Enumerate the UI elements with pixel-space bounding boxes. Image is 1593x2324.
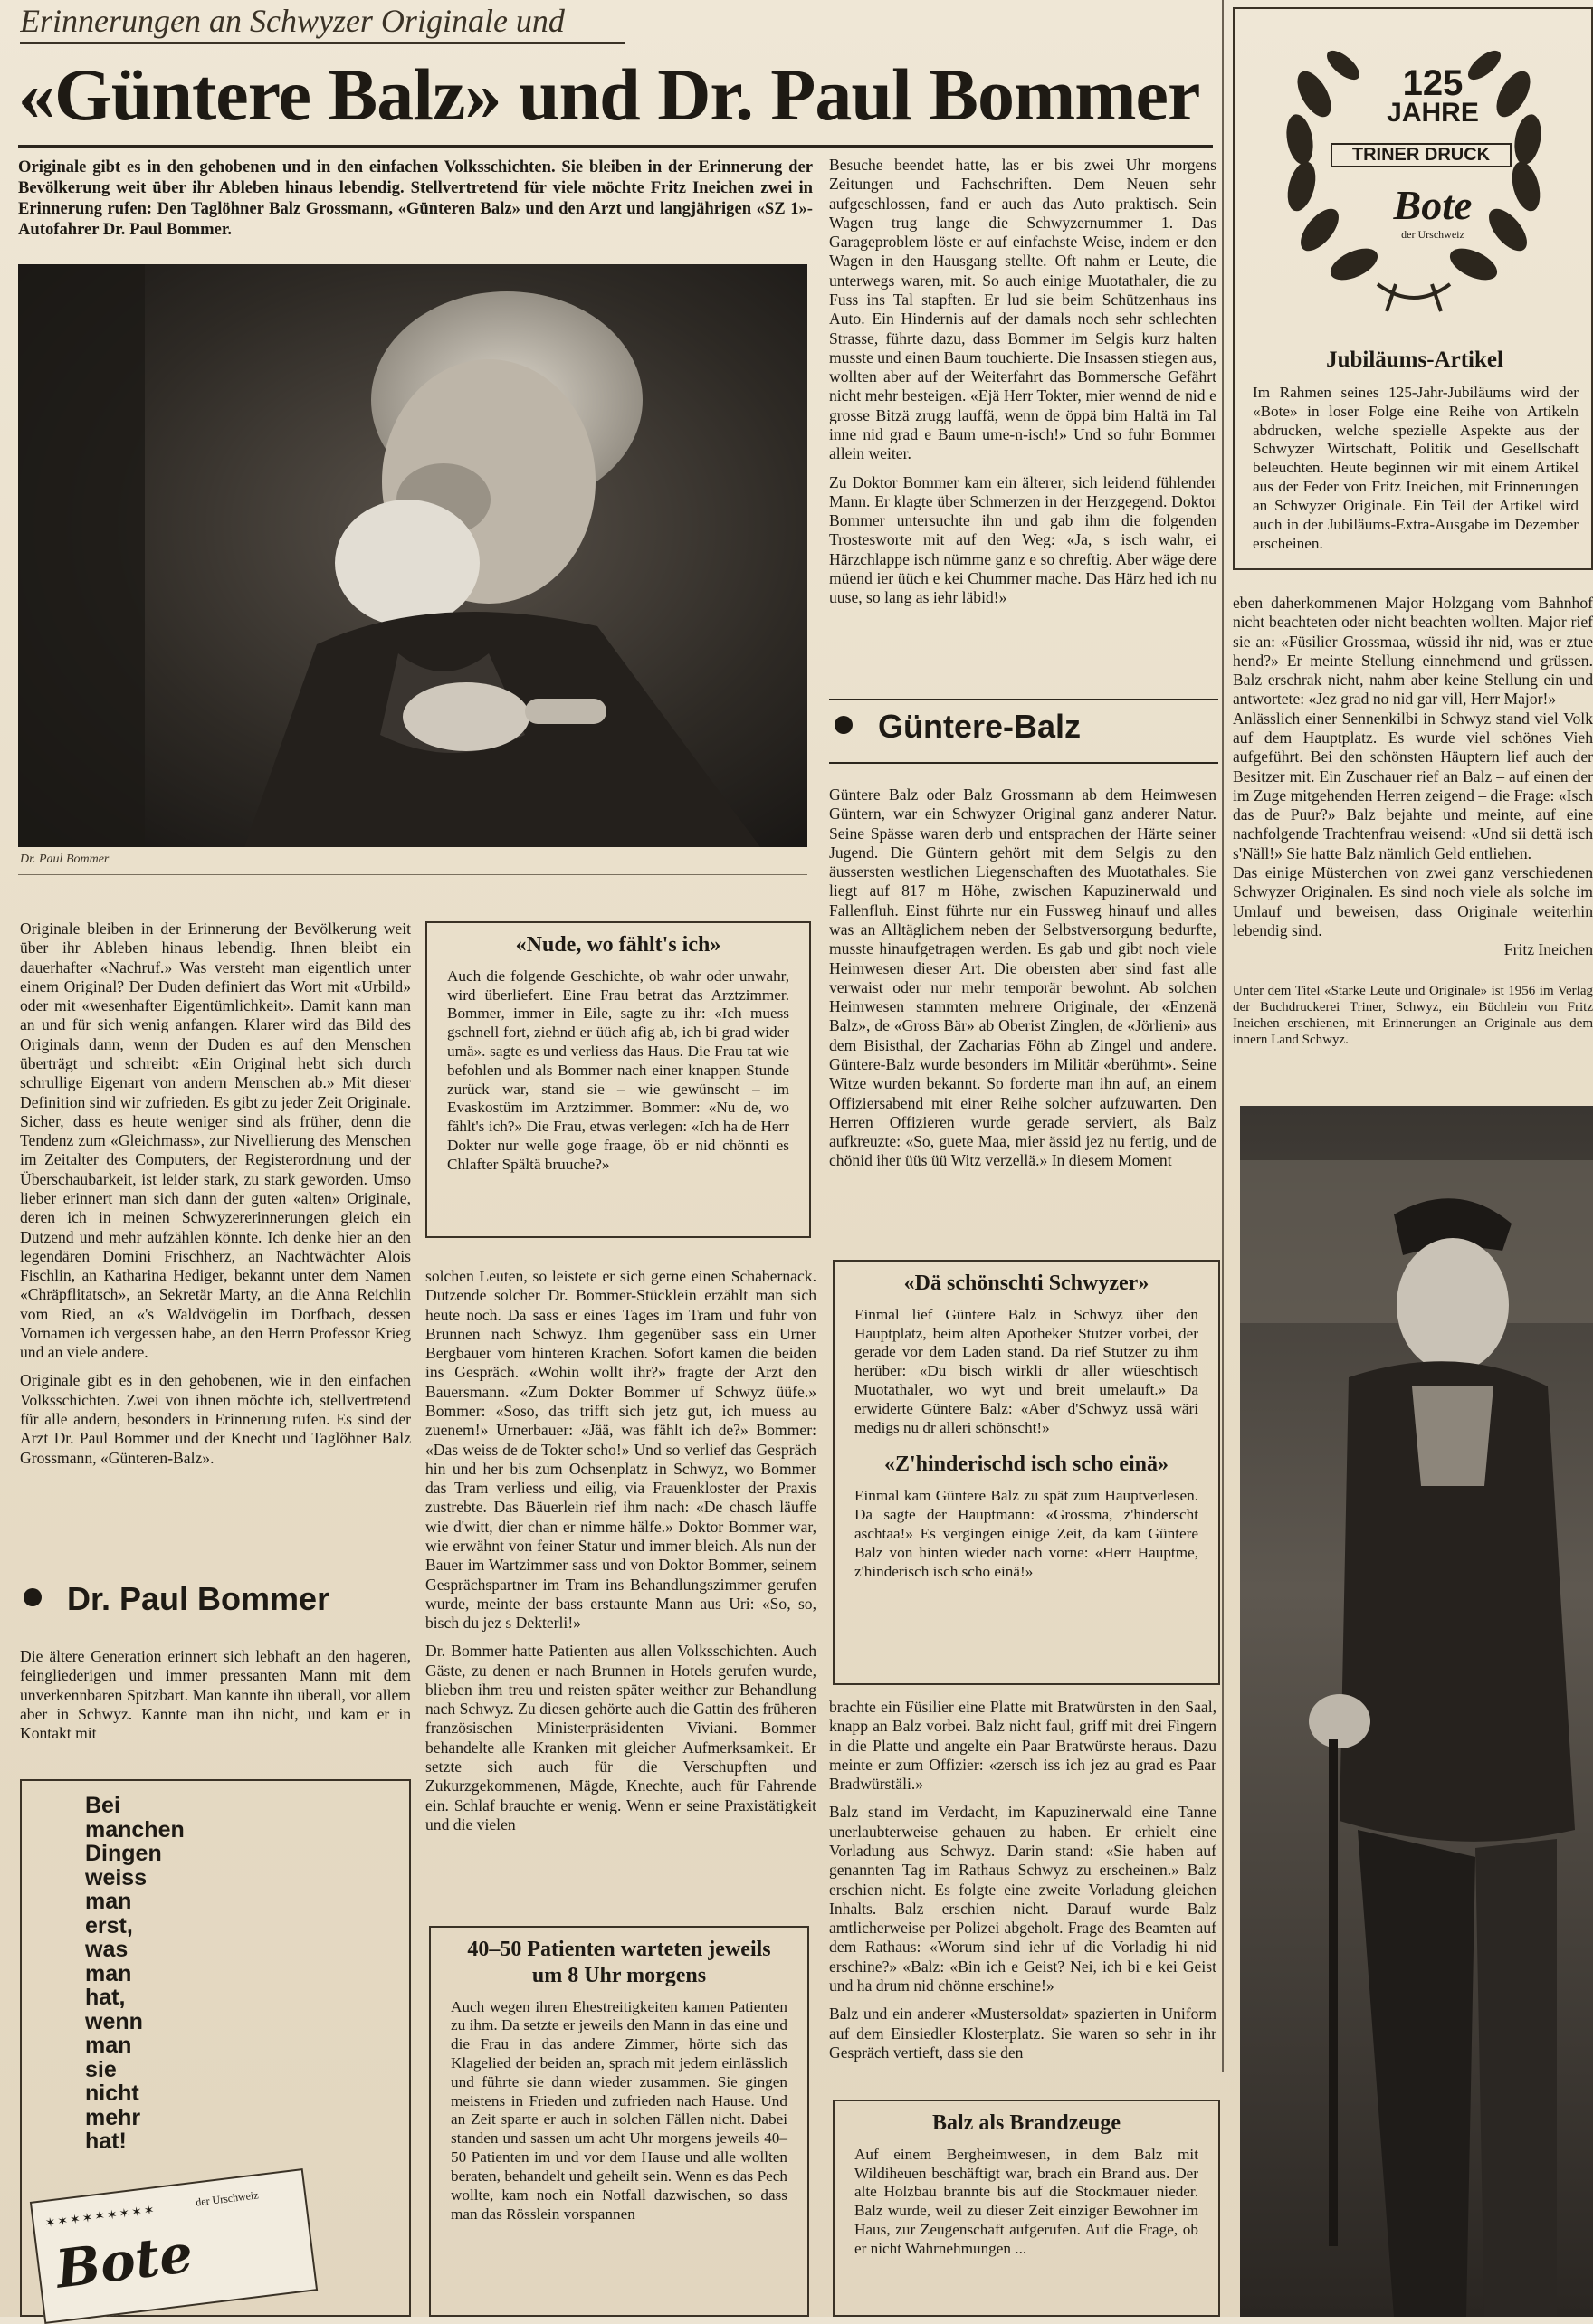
badge-word: JAHRE — [1387, 98, 1479, 128]
ad-newspaper-logo — [30, 2168, 318, 2324]
box-schwyzer — [833, 1260, 1220, 1685]
jubilee-box — [1233, 7, 1593, 570]
badge-logo: Bote — [1393, 182, 1473, 228]
jubilee-text: Im Rahmen seines 125-Jahr-Jubiläums wird der «Bote» in loser Folge eine Reihe von Artikeln abdrucken, welche spezielle Aspekte aus der Schwyzer Wirtschaft, Politik und Gesellschaft beleuchten. Heute beginnen wir mit einem Artikel aus der Feder von Fritz Ineichen, mit Erinnerungen an Schwyzer Originale. Ein Teil der Artikel wird auch in der Jubiläums-Extra-Ausgabe im Dezember erscheinen. — [1253, 384, 1579, 552]
col2-paragraph: solchen Leuten, so leistete er sich gerne einen Schabernack. Dutzende solcher Dr. Bommer-Stücklein erzählt man sich heute noch. Da sass er eines Tages im Tram und fuhr von Brunnen nach Schwyz. Ihm gegenüber sass ein Urner Bergbauer vom hinteren Krachen. Sofort kamen die beiden ins Gespräch. «Wohin wollt ihr?» fragte der Arzt den Bauersmann. «Zum Dokter Bommer uf Schwyz üüfe.» Bommer: «Soso, das trifft sich jetz gut, ich muess au zuenem!» Urnerbauer: «Jää, was fählt ich de?» Bommer: «Das weiss de de Tokter scho!» Und so verlief das Gespräch hin und her bis zum Ochsenplatz in Schwyz, wo Bommer das Tram verliess und eilig, via Frauenkloster der Praxis zustrebte. Das Bäuerlein rief ihm nach: «De chasch läuffe wie d'witt, dier chan er nimme hälfe.» Doktor Bommer war, wie erwähnt von feiner Statur und immer bleich. Als nun der Bauer im Wartzimmer sass und von Doktor Bommer, seinem Gesprächspartner im Tram ins Behandlungszimmer gerufen wurde, meinte der bass erstaunte Mann aus Uri: «So, so, bisch du jez s Dekterli!» — [425, 1267, 816, 1633]
col3b-paragraph-3: Balz und ein anderer «Mustersoldat» spazierten in Uniform auf dem Einsiedler Klosterplatz. Sie waren so sehr in ihr Gespräch vertieft, dass sie den — [829, 2005, 1216, 2062]
photo-guentere-balz — [1240, 1106, 1593, 2317]
headline-rule — [18, 145, 1213, 148]
badge-years: 125 — [1402, 63, 1464, 103]
ad-line: mehr — [85, 2104, 141, 2130]
col3-paragraph-2: Zu Doktor Bommer kam ein älterer, sich leidend fühlender Mann. Er klagte über Schmerzen in der Herzgegend. Doktor Bommer untersuchte ihn und gab ihm die folgenden Trostesworte mit auf den Weg: «Ja, s isch wahr, ei Härzchlappe isch nümme ganz e so chreftig. Aber wäge dere müend ier üüch e kei Chummer mache. Das Härz hed ich nu uuse, so lang as iehr läbid!» — [829, 472, 1216, 607]
box-schwyzer-title: «Dä schönschti Schwyzer» — [903, 1272, 1149, 1295]
photo-caption: Dr. Paul Bommer — [20, 852, 110, 866]
col4-paragraph-2: Anlässlich einer Sennenkilbi in Schwyz stand viel Volk auf dem Hauptplatz. Es wurde viel schönes Vieh aufgeführt. Bei den schönsten Häuptern lief auch der Besitzer mit. Ein Zuschauer rief an Balz – auf einen der im Zuge mitgehenden Herren zeigend – die Frage: «Isch das de Puur?» Balz bejahte und meinte, auf eine nachfolgende Trachtenfrau weisend: «Und sii dettä isch s'Näll!» Sie hatte Balz nämlich Geld entliehen. — [1233, 709, 1593, 862]
jubilee-title: Jubiläums-Artikel — [1326, 348, 1503, 372]
col3b-paragraph-2: Balz stand im Verdacht, im Kapuzinerwald eine Tanne unerlaubterweise gehauen zu haben. Er erhielt eine Vorladung aus Schwyz. Darin stand: «Sie haben auf genannten Tag im Rathaus Schwyz zu erscheinen.» Balz erschien nicht. Es folgte eine zweite Vorladung gleichen Inhalts. Balz erschien nicht. Darauf wurde Balz amtlicherweise per Polizei abgeholt. Frage des Beamten auf dem Rathaus: «Worum sind iehr uf die Vorladig hi nid erschine?» «Balz: «Bin ich e Geist? Nei, ich bi e kei Geist und ha drum nid chönne erschine!» — [829, 1803, 1216, 1995]
col1-section-text: Die ältere Generation erinnert sich lebhaft an den hageren, feingliederigen und immer pressanten Mann mit dem unverkennbaren Spitzbart. Man kannte ihn überall, vor allem aber in Schwyz. Kannte man ihn nicht, und kam er in Kontakt mit — [20, 1647, 411, 1743]
ad-line: nicht — [85, 2081, 139, 2106]
ad-line: manchen — [85, 1816, 185, 1843]
column-1-section — [20, 1647, 411, 1752]
badge-banner: TRINER DRUCK — [1331, 143, 1512, 167]
column-3-section — [829, 786, 1216, 1180]
box-nude-title: «Nude, wo fählt's ich» — [515, 933, 721, 957]
headline: «Güntere Balz» und Dr. Paul Bommer — [18, 53, 1200, 136]
col1-paragraph-2: Originale gibt es in den gehobenen, wie in den einfachen Volksschichten. Zwei von ihnen möchte ich, stellvertretend für alle andern, besonders in Erinnerung rufen. Es sind der Arzt Dr. Paul Bommer und der Knecht und Taglöhner Balz Grossmann, «Günteren-Balz». — [20, 1371, 411, 1467]
box-schwyzer-text: Einmal lief Güntere Balz in Schwyz über den Hauptplatz, beim alten Apotheker Stutzer vorbei, der gerade vor dem Laden stand. Da rief Stutzer zu ihm herüber: «Du bisch wirkli dr aller wüeschtisch Muotathaler, wo wyt und breit umelauft.» Da erwiderte Güntere Balz: «Aber d'Schwyz ussä wäri medigs nu dr alleri schönscht!» — [854, 1305, 1198, 1436]
box-brandzeuge — [833, 2100, 1220, 2317]
box-nude-text: Auch die folgende Geschichte, ob wahr oder unwahr, wird überliefert. Eine Frau betrat das Arztzimmer. Bommer, immer in Eile, sagte zu ihr: «Ich muess gschnell fort, ziehnd er üüch afig ab, ich bi grad wider umä». sagte es und verliess das Haus. Die Frau tat wie befohlen und als Bommer nach einer knappen Stunde zurück war, stand sie – wie gewünscht – im Evaskostüm im Arztzimmer. Bommer: «Nu de, wo fählt's ich?» Die Frau, etwas verlegen: «Ich ha de Herr Dokter nur welle goge fraage, öb er nid chönnti es Chlafter Spältä bruuche?» — [447, 967, 789, 1173]
section-title: Dr. Paul Bommer — [67, 1580, 330, 1617]
ad-logo-text: Bote — [52, 2222, 196, 2300]
box-brand-title: Balz als Brandzeuge — [932, 2111, 1121, 2135]
column-rule-right — [1222, 0, 1224, 2072]
kicker-line: Erinnerungen an Schwyzer Originale und — [20, 2, 625, 44]
col1-paragraph: Originale bleiben in der Erinnerung der Bevölkerung weit über ihr Ableben hinaus lebendig. Ihnen bleibt ein dauerhafter «Nachruf.» Was versteht man eigentlich unter einem Original? Der Duden definiert das Wort mit «Urbild» oder mit «wesenhafter Eigentümlichkeit». Damit kann man an und für sich wenig anfangen. Klarer wird das Bild des Originals dann, wenn der Duden es auf den Menschen überträgt und schreibt: «Ein Original hebt sich durch schrullige Eigenart von andern Menschen ab.» Mit dieser Definition sind wir zufrieden. Es gibt zu jeder Zeit Originale. Sicher, dass es heute weniger sind als früher, denn die Tendenz zum «Gleichmass», zur Nivellierung des Menschen im Zeitalter des Computers, der Registerordnung und der Überschaubarkeit, ist leider stark, zu stark geworden. Umso lieber erinnert man sich dann der guten «alten» Originale, deren ich in meinen Schwyzererinnerungen gleich ein Dutzend und mehr aufzählen könnte. Ich denke hier an den legendären Domini Frischherz, an Nachtwächter Alois Fischlin, an Katharina Hediger, bekannt unter dem Namen «Chräpflitatsch», an Sekretär Marty, an die Anna Reichlin vom Ried, an «'s Waldvögelin im Dorfbach, dessen Vornamen ich vergessen habe, an den Herrn Professor Krieg und an viele andere. — [20, 919, 411, 1362]
box-brand-text: Auf einem Bergheimwesen, in dem Balz mit Wildiheuen beschäftigt war, brach ein Brand aus. Der alte Holzbau brannte bis auf die Stockmauer nieder. Balz wurde, weil zu dieser Zeit einziger Bewohner im Haus, zur Zeugenschaft aufgerufen. Auf die Frage, ob er nicht Wahrnehmungen ... — [854, 2145, 1198, 2257]
book-note-text: Unter dem Titel «Starke Leute und Originale» ist 1956 im Verlag der Buchdruckerei Triner, Schwyz, ein Büchlein von Fritz Ineichen erschienen, mit Erinnerungen an Originale aus dem innern Land Schwyz. — [1233, 984, 1593, 1047]
ad-line: man — [85, 2033, 132, 2058]
ad-logo-stars: ✶✶✶✶✶✶✶✶✶ — [44, 2204, 157, 2232]
col4-paragraph-3: Das einige Müsterchen von zwei ganz verschiedenen Schwyzer Originalen. Es sind noch viele als solche im Umlauf und beweisen, dass Originale weiterhin lebendig sind. — [1233, 862, 1593, 939]
section-head-bommer — [24, 1580, 329, 1618]
lead-paragraph: Originale gibt es in den gehobenen und in den einfachen Volksschichten. Sie bleiben in der Erinnerung der Bevölkerung weit über ihr Ableben hinaus lebendig. Stellvertretend für viele möchte Fritz Ineichen zwei in Erinnerung rufen: Den Taglöhner Balz Grossmann, «Günteren Balz» und den Arzt und langjährigen «SZ 1»-Autofahrer Dr. Paul Bommer. — [18, 157, 813, 239]
caption-rule — [18, 874, 807, 875]
column-3-continued — [829, 1698, 1216, 2072]
ad-line: hat, — [85, 1985, 126, 2010]
ad-line: sie — [85, 2056, 117, 2082]
column-1 — [20, 919, 411, 1477]
ad-line: was — [85, 1937, 129, 1962]
col2-paragraph-2: Dr. Bommer hatte Patienten aus allen Volksschichten. Auch Gäste, zu denen er nach Brunnen in Hotels gerufen wurde, blieben ihm treu und reisten später weither zur Behandlung nach Schwyz. Zu diesen gehörte auch die Gattin des früheren französischen Ministerpräsidenten Viviani. Bommer behandelte alle Kranken mit gleicher Aufmerksamkeit. Er setzte sich auch für die Verschupften und Zukurzgekommenen, Mägde, Knechte, auch für Fahrende ein. Schlaf brauchte er wenig. Wenn er seine Praxistätigkeit und die vielen — [425, 1642, 816, 1833]
col3b-paragraph: brachte ein Füsilier eine Platte mit Bratwürsten in den Saal, knapp an Balz vorbei. Balz nicht faul, griff mit drei Fingern in die Platte und angelte ein Paar Bratwürste heraus. Dazu meinte er zum Offizier: «zersch iss ich jez au grad es Paar Bradwürstäli.» — [829, 1698, 1216, 1794]
ad-line: man — [85, 1960, 132, 1986]
box-patienten — [429, 1926, 809, 2317]
section-title: Güntere-Balz — [878, 708, 1082, 745]
ad-line: hat! — [85, 2129, 127, 2154]
column-2 — [425, 1267, 816, 1843]
box-patienten-text: Auch wegen ihren Ehestreitigkeiten kamen Patienten zu ihm. Da setzte er jeweils den Mann in das eine und die Frau in das andere Zimmer, hörte sich das Klagelied der beiden an, sprach mit jedem einlässlich und führte sie dann wieder zusammen. Sie gingen meistens in Frieden und zufrieden nach Hause. Und an Zeit sparte er auch in solchen Fällen nicht. Dabei standen und sassen um acht Uhr morgens jeweils 40–50 Patienten im und vor dem Hause und alle wollten beraten, behandelt und geheilt sein. Wenn es das Pech wollte, kam noch ein Notfall dazwischen, so dass man das Rösslein vorspannen — [451, 1997, 787, 2223]
box-schwyzer-title-2: «Z'hinderischd isch scho einä» — [883, 1452, 1169, 1477]
ad-line: Bei — [85, 1793, 120, 1818]
col4-paragraph: eben daherkommenen Major Holzgang vom Bahnhof nicht beachteten oder nicht beachten wollten. Major rief sie an: «Füsilier Grossmaa, wüssid ihr nid, was er ztue hend?» Er meinte Stellung einnehmend und grüssen. Balz erschrak nicht, nahm aber keine Stellung ein und antwortete: «Jez grad no nid gar vill, Herr Major!» — [1233, 594, 1593, 709]
ad-line: wenn — [85, 2008, 143, 2034]
col3-section-text: Güntere Balz oder Balz Grossmann ab dem Heimwesen Güntern, war ein Schwyzer Original ganz anderer Natur. Seine Spässe waren derb und entsprachen der Härte seiner Jugend. Die Güntern gehört mit dem Selgis zu den äussersten westlichen Liegenschaften des Muotathales. Sie liegt auf 817 m Höhe, zwischen Kapuzinerwald und Fallenfluh. Einst führte nur ein Fussweg hinauf und alles was an Alltäglichem neben der Selbstversorgung bedurfte, musste hinaufgetragen werden. Es gab und gibt noch viele Heimwesen dieser Art. Die obersten aber sind fast alle verwaist oder nur mehr temporär bewohnt. Ab solchen Heimwesen stammten mehrere Originale, der «Enzenä Balz», de «Gross Bär» ab Oberist Zinglen, de «Jörlieni» aus dem Bisisthal, der Zacharias Föhn ab Zingel und andere. Güntere-Balz wurde besonders im Militär «berühmt». Seine Witze wurden bekannt. So forderte man ihn auf, an einem Offiziersabend mit einer Reihe solcher aufzuwarten. Den Herren Offizieren wurde gerade serviert, als Balz aufkreuzte: «So, guete Maa, mier ässid jez nu fertig, und de chönid iher üüs üü Witz verzellä.» In diesem Moment — [829, 786, 1216, 1170]
ad-line: weiss — [85, 1864, 148, 1891]
ad-line: man — [85, 1889, 132, 1914]
photo-dr-paul-bommer — [18, 264, 807, 847]
box-schwyzer-text-2: Einmal kam Güntere Balz zu spät zum Hauptverlesen. Da sagte der Hauptmann: «Grossma, z'hinderscht aschtaa!» Es vergingen einige Zeit, da kam Güntere Balz von hinten wieder nach vorne: «Herr Hauptme, z'hinderisch isch scho einä!» — [854, 1487, 1198, 1580]
column-4 — [1233, 594, 1593, 959]
author-signature: Fritz Ineichen — [1503, 940, 1593, 959]
book-note — [1233, 983, 1593, 1057]
ad-logo-sub: der Urschweiz — [195, 2188, 260, 2209]
column-3 — [829, 156, 1216, 616]
ad-slogan — [85, 1794, 185, 2154]
section-rule-2 — [829, 762, 1218, 764]
ad-line: Dingen — [85, 1841, 162, 1866]
bullet-dot-icon — [24, 1588, 42, 1606]
section-rule — [829, 699, 1218, 700]
bullet-dot-icon — [835, 716, 853, 734]
col3-paragraph: Besuche beendet hatte, las er bis zwei Uhr morgens Zeitungen und Fachschriften. Dem Neuen sehr aufgeschlossen, fand er auch das Auto praktisch. Sein Wagen trug lange die Schwyzernummer 1. Das Garageproblem löste er auf einfachste Weise, indem er den Wagen in den Hausgang stellte. Oft nahm er Leute, die unterwegs waren, mit. So auch einige Muotathaler, die zu Fuss ins Tal stapften. Er lud sie beim Schützenhaus ins Auto. Ein Hindernis auf der damals noch sehr schlechten Strasse, führte dazu, dass Bommer im Selgis kurz halten musste und einen Baum touchierte. Die Insassen stiegen aus, wollten aber auf der Weiterfahrt das Bommersche Gefährt nicht mehr besteigen. «Ejä Herr Tokter, mier wennd de nid e grosse Bitzä zrugg lauffä, wenn de öppä bim Haltä im Tal inne nid grad e Baum ume-n-isch!» Und so fuhr Bommer allein weiter. — [829, 156, 1217, 463]
ad-box — [20, 1779, 411, 2317]
box-nude — [425, 921, 811, 1238]
badge-logo-sub: der Urschweiz — [1401, 228, 1464, 241]
box-patienten-title: 40–50 Patienten warteten jeweils um 8 Uhr morgens — [467, 1938, 771, 1987]
section-head-balz — [835, 708, 1081, 746]
ad-line: erst, — [85, 1912, 133, 1938]
